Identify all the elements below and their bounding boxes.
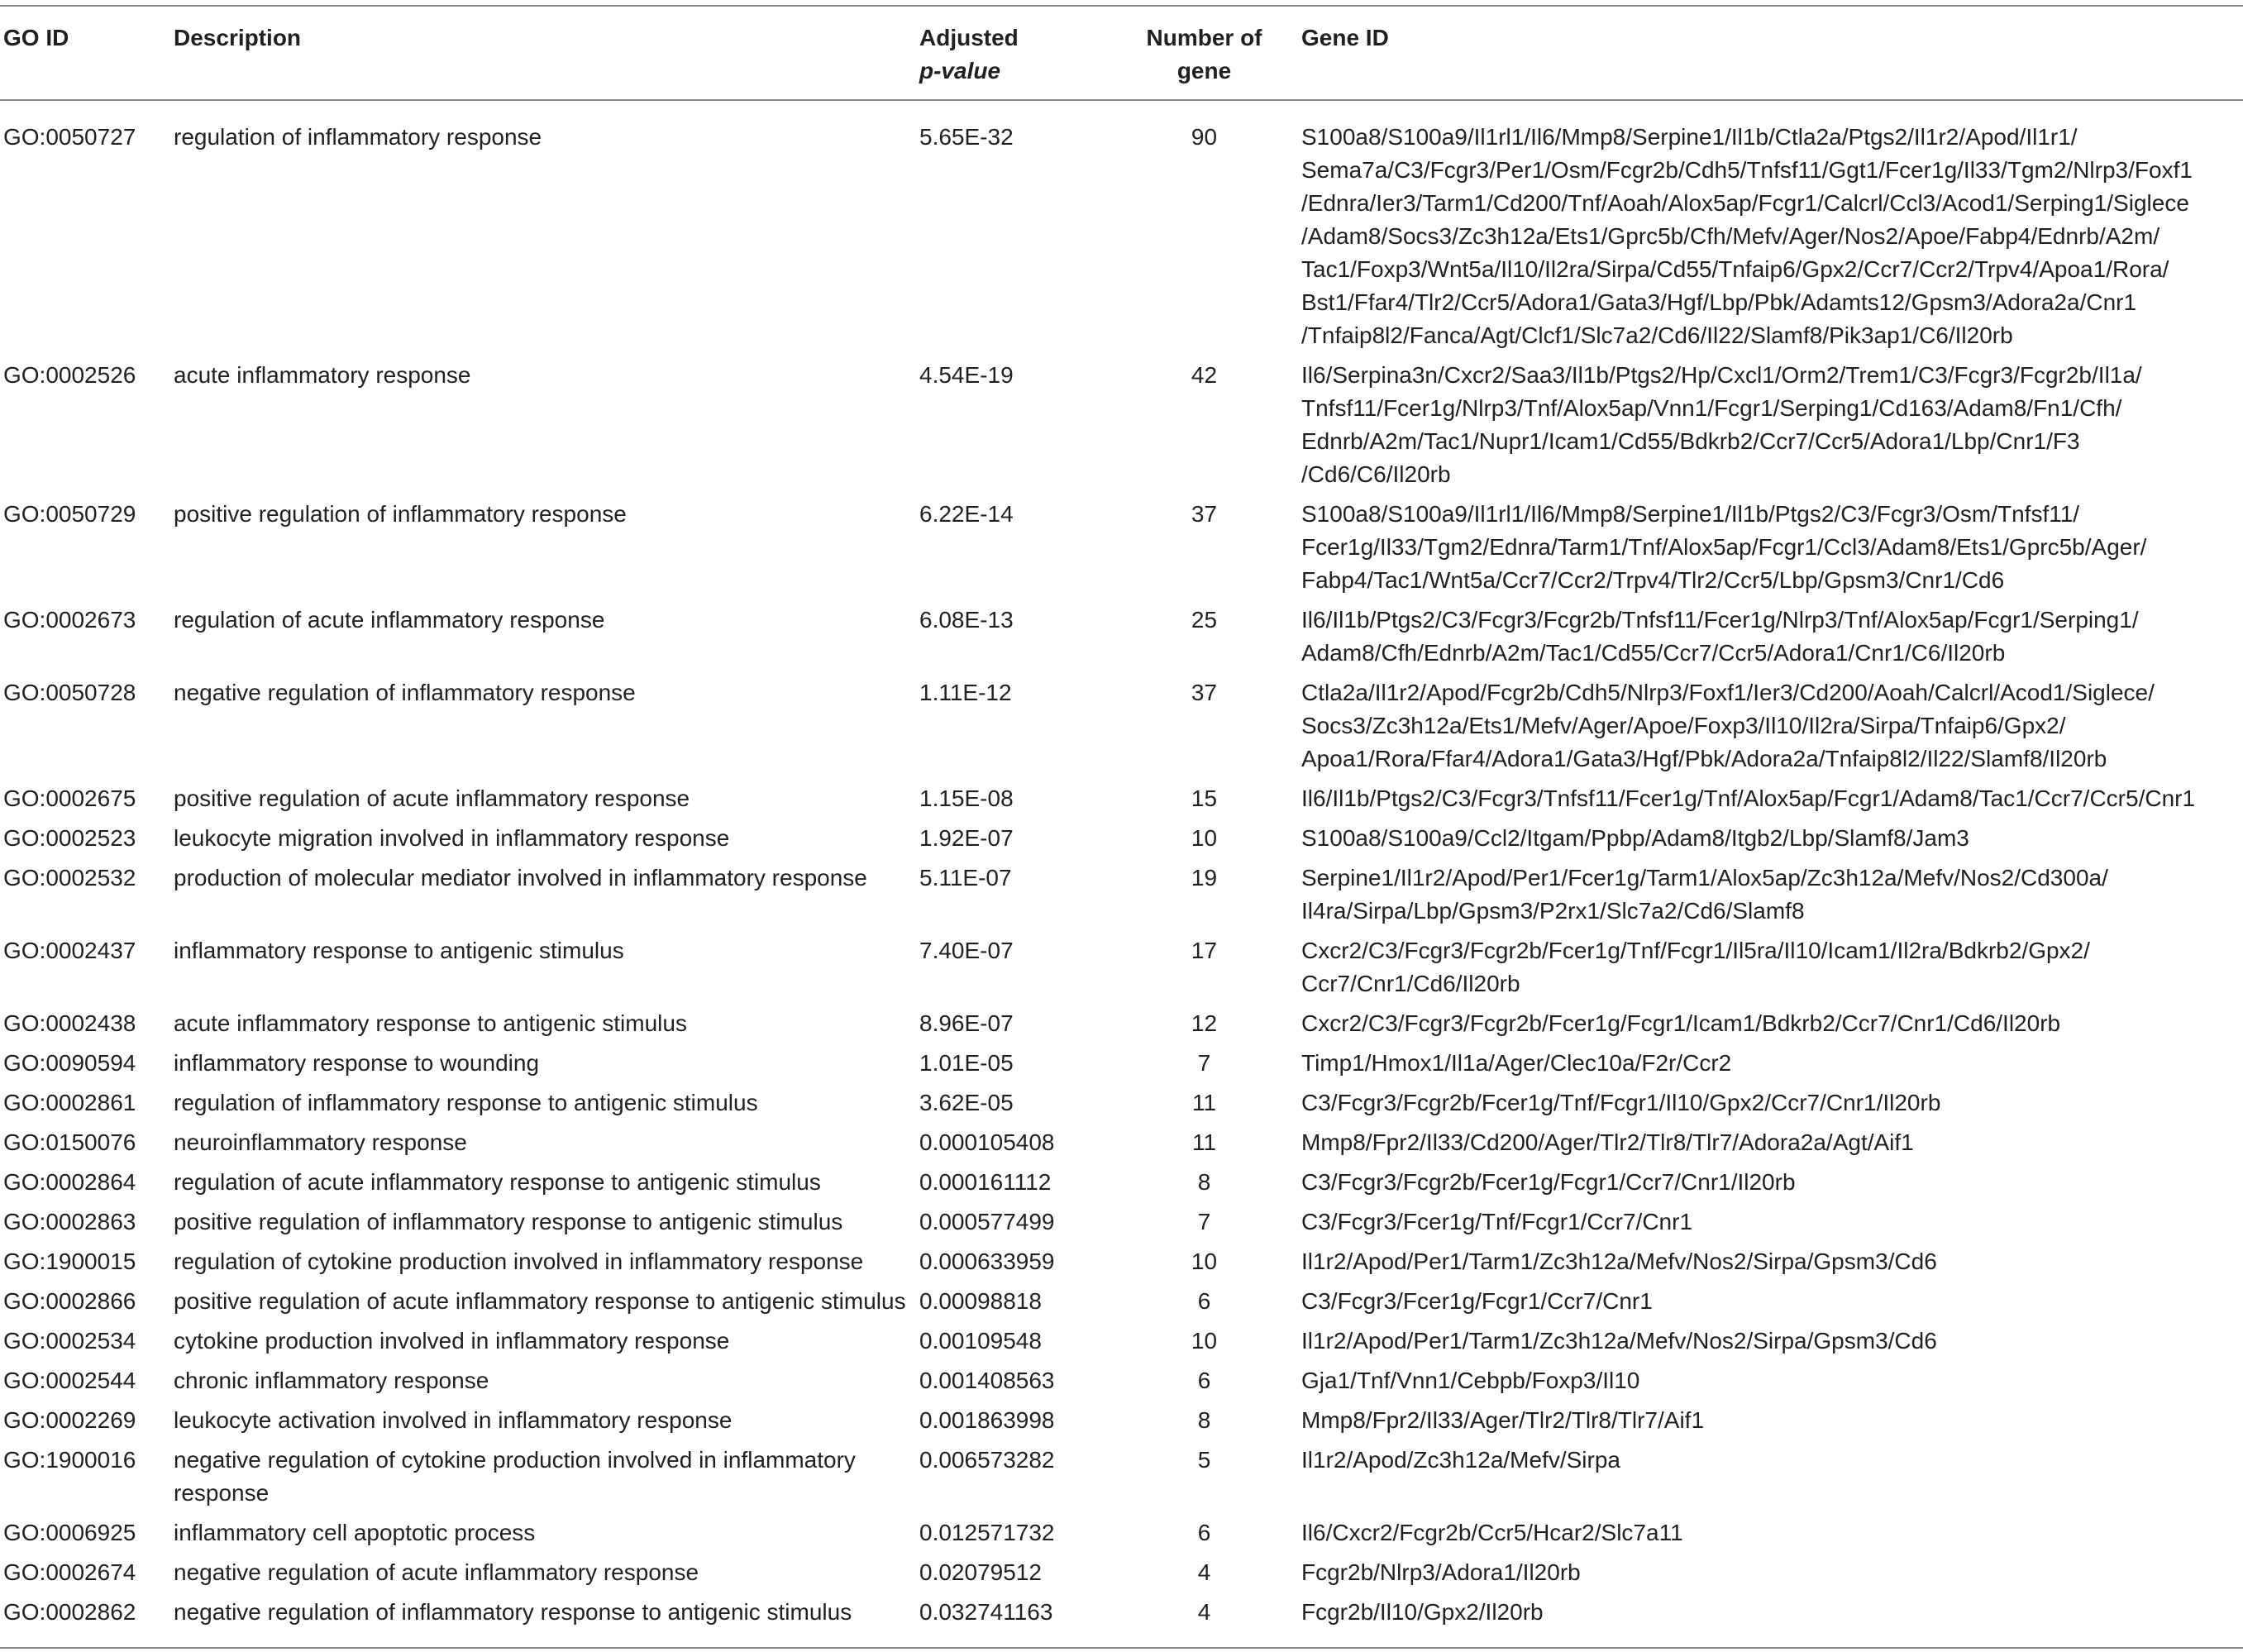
- gene-line: Ccr7/Cnr1/Cd6/Il20rb: [1301, 971, 1520, 996]
- pvalue-cell: 0.000161112: [919, 1169, 1052, 1195]
- table-row: [0, 859, 2243, 932]
- go-id-cell: GO:0050727: [3, 124, 136, 150]
- go-id-cell: GO:0002544: [3, 1368, 136, 1393]
- table-row: [0, 1514, 2243, 1554]
- go-id-cell: GO:0002866: [3, 1288, 136, 1314]
- gene-count-cell: 10: [1191, 825, 1218, 851]
- pvalue-cell: 6.08E-13: [919, 607, 1014, 633]
- gene-line: /Adam8/Socs3/Zc3h12a/Ets1/Gprc5b/Cfh/Mefv/Ager/Nos2/Apoe/Fabp4/Ednrb/A2m/: [1301, 223, 2160, 249]
- table-row: [0, 1441, 2243, 1514]
- pvalue-cell: 0.006573282: [919, 1447, 1055, 1473]
- gene-id-cell: [1295, 859, 2243, 932]
- gene-count-cell: 5: [1197, 1447, 1211, 1473]
- gene-line: Serpine1/Il1r2/Apod/Per1/Fcer1g/Tarm1/Alox5ap/Zc3h12a/Mefv/Nos2/Cd300a/: [1301, 865, 2108, 890]
- gene-line: /Cd6/C6/Il20rb: [1301, 461, 1451, 487]
- pvalue-cell: 7.40E-07: [919, 938, 1014, 963]
- gene-id-cell: [1295, 100, 2243, 356]
- description-cell: negative regulation of inflammatory response: [174, 680, 636, 705]
- gene-count-cell: 7: [1197, 1050, 1211, 1076]
- description-cell: inflammatory response to antigenic stimulus: [174, 938, 624, 963]
- gene-line: /Tnfaip8l2/Fanca/Agt/Clcf1/Slc7a2/Cd6/Il22/Slamf8/Pik3ap1/C6/Il20rb: [1301, 322, 2013, 348]
- pvalue-cell: 1.15E-08: [919, 785, 1014, 811]
- table-row: [0, 1401, 2243, 1441]
- description-cell: acute inflammatory response: [174, 362, 471, 388]
- gene-id-cell: [1295, 1554, 2243, 1593]
- gene-line: Fabp4/Tac1/Wnt5a/Ccr7/Ccr2/Trpv4/Tlr2/Ccr5/Lbp/Gpsm3/Cnr1/Cd6: [1301, 567, 2005, 593]
- description-cell: acute inflammatory response to antigenic stimulus: [174, 1010, 687, 1036]
- go-id-cell: GO:0002861: [3, 1090, 136, 1115]
- gene-line: Ctla2a/Il1r2/Apod/Fcgr2b/Cdh5/Nlrp3/Foxf1/Ier3/Cd200/Aoah/Calcrl/Acod1/Siglece/: [1301, 680, 2155, 705]
- gene-id-cell: [1295, 1243, 2243, 1282]
- gene-id-cell: [1295, 1084, 2243, 1124]
- go-id-cell: GO:0050729: [3, 501, 136, 527]
- header-number-of-gene: [1114, 6, 1295, 100]
- gene-line: Mmp8/Fpr2/Il33/Cd200/Ager/Tlr2/Tlr8/Tlr7/Adora2a/Agt/Aif1: [1301, 1129, 1914, 1155]
- pvalue-cell: 0.001408563: [919, 1368, 1055, 1393]
- description-cell: leukocyte migration involved in inflammatory response: [174, 825, 730, 851]
- gene-line: Il6/Serpina3n/Cxcr2/Saa3/Il1b/Ptgs2/Hp/Cxcl1/Orm2/Trem1/C3/Fcgr3/Fcgr2b/Il1a/: [1301, 362, 2142, 388]
- go-id-cell: GO:0006925: [3, 1520, 136, 1545]
- gene-count-cell: 42: [1191, 362, 1218, 388]
- description-cell: negative regulation of inflammatory response to antigenic stimulus: [174, 1599, 852, 1625]
- table-row: [0, 1203, 2243, 1243]
- table-header: [0, 6, 2243, 100]
- description-cell: inflammatory cell apoptotic process: [174, 1520, 536, 1545]
- go-id-cell: GO:0002523: [3, 825, 136, 851]
- table-row: [0, 1005, 2243, 1044]
- description-cell: chronic inflammatory response: [174, 1368, 489, 1393]
- go-id-cell: GO:0002437: [3, 938, 136, 963]
- table-row: [0, 1593, 2243, 1648]
- description-cell: leukocyte activation involved in inflammatory response: [174, 1407, 733, 1433]
- gene-line: Socs3/Zc3h12a/Ets1/Mefv/Ager/Apoe/Foxp3/Il10/Il2ra/Sirpa/Tnfaip6/Gpx2/: [1301, 713, 2066, 738]
- gene-line: Mmp8/Fpr2/Il33/Ager/Tlr2/Tlr8/Tlr7/Aif1: [1301, 1407, 1705, 1433]
- header-gene-id: Gene ID: [1301, 25, 1389, 50]
- gene-line: Fcer1g/Il33/Tgm2/Ednra/Tarm1/Tnf/Alox5ap/Fcgr1/Ccl3/Adam8/Ets1/Gprc5b/Ager/: [1301, 534, 2147, 560]
- pvalue-cell: 0.00109548: [919, 1328, 1042, 1354]
- description-cell: regulation of inflammatory response: [174, 124, 542, 150]
- gene-id-cell: [1295, 1514, 2243, 1554]
- description-cell: regulation of cytokine production involved in inflammatory response: [174, 1249, 864, 1274]
- table-row: [0, 1243, 2243, 1282]
- description-cell: regulation of acute inflammatory response: [174, 607, 605, 633]
- go-id-cell: GO:0002438: [3, 1010, 136, 1036]
- table-body: [0, 100, 2243, 1648]
- pvalue-cell: 8.96E-07: [919, 1010, 1014, 1036]
- go-id-cell: GO:0002673: [3, 607, 136, 633]
- go-id-cell: GO:0150076: [3, 1129, 136, 1155]
- pvalue-cell: 0.00098818: [919, 1288, 1042, 1314]
- gene-count-cell: 19: [1191, 865, 1218, 890]
- description-cell: neuroinflammatory response: [174, 1129, 467, 1155]
- table-row: [0, 1163, 2243, 1203]
- gene-id-cell: [1295, 1044, 2243, 1084]
- pvalue-cell: 3.62E-05: [919, 1090, 1014, 1115]
- gene-line: S100a8/S100a9/Il1rl1/Il6/Mmp8/Serpine1/Il1b/Ptgs2/C3/Fcgr3/Osm/Tnfsf11/: [1301, 501, 2080, 527]
- table-row: [0, 1084, 2243, 1124]
- gene-id-cell: [1295, 1593, 2243, 1648]
- gene-id-cell: [1295, 495, 2243, 601]
- gene-count-cell: 4: [1197, 1599, 1211, 1625]
- description-cell: negative regulation of cytokine production involved in inflammatory response: [174, 1447, 856, 1506]
- header-adjusted-pvalue: [913, 6, 1114, 100]
- gene-line: Fcgr2b/Il10/Gpx2/Il20rb: [1301, 1599, 1544, 1625]
- go-id-cell: GO:0050728: [3, 680, 136, 705]
- gene-line: Tac1/Foxp3/Wnt5a/Il10/Il2ra/Sirpa/Cd55/Tnfaip6/Gpx2/Ccr7/Ccr2/Trpv4/Apoa1/Rora/: [1301, 256, 2169, 282]
- pvalue-cell: 0.000105408: [919, 1129, 1055, 1155]
- gene-id-cell: [1295, 356, 2243, 495]
- gene-count-cell: 4: [1197, 1559, 1211, 1585]
- go-id-cell: GO:0002862: [3, 1599, 136, 1625]
- gene-line: Bst1/Ffar4/Tlr2/Ccr5/Adora1/Gata3/Hgf/Lbp/Pbk/Adamts12/Gpsm3/Adora2a/Cnr1: [1301, 289, 2137, 315]
- gene-line: Il1r2/Apod/Per1/Tarm1/Zc3h12a/Mefv/Nos2/Sirpa/Gpsm3/Cd6: [1301, 1328, 1937, 1354]
- header-row: [0, 6, 2243, 100]
- go-id-cell: GO:0002532: [3, 865, 136, 890]
- pvalue-cell: 0.001863998: [919, 1407, 1055, 1433]
- gene-id-cell: [1295, 1441, 2243, 1514]
- gene-line: Il4ra/Sirpa/Lbp/Gpsm3/P2rx1/Slc7a2/Cd6/Slamf8: [1301, 898, 1805, 924]
- gene-line: Cxcr2/C3/Fcgr3/Fcgr2b/Fcer1g/Fcgr1/Icam1/Bdkrb2/Ccr7/Cnr1/Cd6/Il20rb: [1301, 1010, 2061, 1036]
- table-row: [0, 356, 2243, 495]
- gene-count-cell: 11: [1191, 1129, 1217, 1155]
- pvalue-cell: 0.02079512: [919, 1559, 1042, 1585]
- pvalue-cell: 4.54E-19: [919, 362, 1014, 388]
- pvalue-cell: 0.000577499: [919, 1209, 1055, 1234]
- go-id-cell: GO:0002526: [3, 362, 136, 388]
- description-cell: regulation of inflammatory response to antigenic stimulus: [174, 1090, 758, 1115]
- gene-id-cell: [1295, 1005, 2243, 1044]
- go-id-cell: GO:0002534: [3, 1328, 136, 1354]
- gene-id-cell: [1295, 601, 2243, 674]
- gene-count-cell: 6: [1197, 1520, 1211, 1545]
- gene-line: C3/Fcgr3/Fcgr2b/Fcer1g/Fcgr1/Ccr7/Cnr1/Il20rb: [1301, 1169, 1796, 1195]
- gene-id-cell: [1295, 674, 2243, 780]
- gene-line: Tnfsf11/Fcer1g/Nlrp3/Tnf/Alox5ap/Vnn1/Fcgr1/Serping1/Cd163/Adam8/Fn1/Cfh/: [1301, 395, 2122, 421]
- gene-line: Gja1/Tnf/Vnn1/Cebpb/Foxp3/Il10: [1301, 1368, 1640, 1393]
- description-cell: negative regulation of acute inflammatory response: [174, 1559, 699, 1585]
- gene-count-cell: 8: [1197, 1407, 1211, 1433]
- gene-line: Il6/Cxcr2/Fcgr2b/Ccr5/Hcar2/Slc7a11: [1301, 1520, 1683, 1545]
- go-id-cell: GO:1900016: [3, 1447, 136, 1473]
- gene-count-cell: 15: [1191, 785, 1218, 811]
- gene-id-cell: [1295, 1362, 2243, 1401]
- table-row: [0, 674, 2243, 780]
- header-pvalue-label: p-value: [919, 58, 1001, 84]
- gene-count-cell: 25: [1191, 607, 1218, 633]
- pvalue-cell: 5.11E-07: [919, 865, 1012, 890]
- description-cell: positive regulation of inflammatory response to antigenic stimulus: [174, 1209, 843, 1234]
- go-id-cell: GO:0002864: [3, 1169, 136, 1195]
- table-row: [0, 780, 2243, 819]
- go-id-cell: GO:0002674: [3, 1559, 136, 1585]
- gene-id-cell: [1295, 1124, 2243, 1163]
- description-cell: positive regulation of inflammatory response: [174, 501, 627, 527]
- gene-line: C3/Fcgr3/Fcer1g/Fcgr1/Ccr7/Cnr1: [1301, 1288, 1653, 1314]
- gene-count-cell: 37: [1191, 680, 1218, 705]
- header-go-id: GO ID: [3, 25, 69, 50]
- gene-line: Adam8/Cfh/Ednrb/A2m/Tac1/Cd55/Ccr7/Ccr5/Adora1/Cnr1/C6/Il20rb: [1301, 640, 2006, 666]
- gene-count-cell: 37: [1191, 501, 1218, 527]
- table-row: [0, 495, 2243, 601]
- go-id-cell: GO:0090594: [3, 1050, 136, 1076]
- pvalue-cell: 1.11E-12: [919, 680, 1012, 705]
- gene-line: Il6/Il1b/Ptgs2/C3/Fcgr3/Fcgr2b/Tnfsf11/Fcer1g/Nlrp3/Tnf/Alox5ap/Fcgr1/Serping1/: [1301, 607, 2139, 633]
- gene-line: /Ednra/Ier3/Tarm1/Cd200/Tnf/Aoah/Alox5ap/Fcgr1/Calcrl/Ccl3/Acod1/Serping1/Siglece: [1301, 190, 2189, 216]
- table-row: [0, 1124, 2243, 1163]
- description-cell: positive regulation of acute inflammatory response to antigenic stimulus: [174, 1288, 906, 1314]
- go-id-cell: GO:0002863: [3, 1209, 136, 1234]
- pvalue-cell: 0.032741163: [919, 1599, 1053, 1625]
- go-id-cell: GO:1900015: [3, 1249, 136, 1274]
- gene-line: Il6/Il1b/Ptgs2/C3/Fcgr3/Tnfsf11/Fcer1g/Tnf/Alox5ap/Fcgr1/Adam8/Tac1/Ccr7/Ccr5/Cnr1: [1301, 785, 2196, 811]
- table-row: [0, 1044, 2243, 1084]
- gene-line: C3/Fcgr3/Fcgr2b/Fcer1g/Tnf/Fcgr1/Il10/Gpx2/Ccr7/Cnr1/Il20rb: [1301, 1090, 1941, 1115]
- gene-line: S100a8/S100a9/Il1rl1/Il6/Mmp8/Serpine1/Il1b/Ctla2a/Ptgs2/Il1r2/Apod/Il1r1/: [1301, 124, 2078, 150]
- gene-count-cell: 6: [1197, 1368, 1211, 1393]
- gene-id-cell: [1295, 932, 2243, 1005]
- pvalue-cell: 5.65E-32: [919, 124, 1014, 150]
- gene-line: Timp1/Hmox1/Il1a/Ager/Clec10a/F2r/Ccr2: [1301, 1050, 1732, 1076]
- gene-count-cell: 10: [1191, 1249, 1218, 1274]
- table-row: [0, 819, 2243, 859]
- go-enrichment-table: [0, 5, 2243, 1649]
- pvalue-cell: 1.01E-05: [919, 1050, 1014, 1076]
- table-row: [0, 1282, 2243, 1322]
- table-row: [0, 932, 2243, 1005]
- gene-id-cell: [1295, 1203, 2243, 1243]
- pvalue-cell: 0.012571732: [919, 1520, 1055, 1545]
- gene-count-cell: 10: [1191, 1328, 1218, 1354]
- description-cell: cytokine production involved in inflammatory response: [174, 1328, 730, 1354]
- gene-line: Ednrb/A2m/Tac1/Nupr1/Icam1/Cd55/Bdkrb2/Ccr7/Ccr5/Adora1/Lbp/Cnr1/F3: [1301, 428, 2080, 454]
- gene-count-cell: 12: [1191, 1010, 1218, 1036]
- gene-count-cell: 17: [1191, 938, 1218, 963]
- header-number-label: Number of: [1146, 25, 1262, 50]
- gene-line: Sema7a/C3/Fcgr3/Per1/Osm/Fcgr2b/Cdh5/Tnfsf11/Ggt1/Fcer1g/Il33/Tgm2/Nlrp3/Foxf1: [1301, 157, 2193, 183]
- description-cell: inflammatory response to wounding: [174, 1050, 540, 1076]
- go-id-cell: GO:0002675: [3, 785, 136, 811]
- gene-count-cell: 6: [1197, 1288, 1211, 1314]
- gene-count-cell: 11: [1191, 1090, 1217, 1115]
- gene-count-cell: 90: [1191, 124, 1218, 150]
- pvalue-cell: 6.22E-14: [919, 501, 1014, 527]
- gene-line: Cxcr2/C3/Fcgr3/Fcgr2b/Fcer1g/Tnf/Fcgr1/Il5ra/Il10/Icam1/Il2ra/Bdkrb2/Gpx2/: [1301, 938, 2090, 963]
- gene-id-cell: [1295, 819, 2243, 859]
- gene-id-cell: [1295, 1163, 2243, 1203]
- gene-line: C3/Fcgr3/Fcer1g/Tnf/Fcgr1/Ccr7/Cnr1: [1301, 1209, 1693, 1234]
- gene-count-cell: 7: [1197, 1209, 1211, 1234]
- gene-line: Il1r2/Apod/Zc3h12a/Mefv/Sirpa: [1301, 1447, 1620, 1473]
- gene-id-cell: [1295, 780, 2243, 819]
- table-row: [0, 100, 2243, 356]
- gene-line: Apoa1/Rora/Ffar4/Adora1/Gata3/Hgf/Pbk/Adora2a/Tnfaip8l2/Il22/Slamf8/Il20rb: [1301, 746, 2107, 771]
- gene-line: Il1r2/Apod/Per1/Tarm1/Zc3h12a/Mefv/Nos2/Sirpa/Gpsm3/Cd6: [1301, 1249, 1937, 1274]
- description-cell: regulation of acute inflammatory response to antigenic stimulus: [174, 1169, 821, 1195]
- pvalue-cell: 1.92E-07: [919, 825, 1014, 851]
- gene-line: S100a8/S100a9/Ccl2/Itgam/Ppbp/Adam8/Itgb2/Lbp/Slamf8/Jam3: [1301, 825, 1969, 851]
- gene-id-cell: [1295, 1282, 2243, 1322]
- go-id-cell: GO:0002269: [3, 1407, 136, 1433]
- gene-line: Fcgr2b/Nlrp3/Adora1/Il20rb: [1301, 1559, 1581, 1585]
- description-cell: positive regulation of acute inflammatory response: [174, 785, 690, 811]
- header-adjusted-label: Adjusted: [919, 25, 1019, 50]
- header-gene-label: gene: [1176, 58, 1232, 84]
- description-cell: production of molecular mediator involved in inflammatory response: [174, 865, 867, 890]
- table-row: [0, 601, 2243, 674]
- gene-id-cell: [1295, 1322, 2243, 1362]
- table-row: [0, 1554, 2243, 1593]
- table-row: [0, 1322, 2243, 1362]
- table-row: [0, 1362, 2243, 1401]
- gene-id-cell: [1295, 1401, 2243, 1441]
- pvalue-cell: 0.000633959: [919, 1249, 1055, 1274]
- header-description: Description: [174, 25, 302, 50]
- gene-count-cell: 8: [1197, 1169, 1211, 1195]
